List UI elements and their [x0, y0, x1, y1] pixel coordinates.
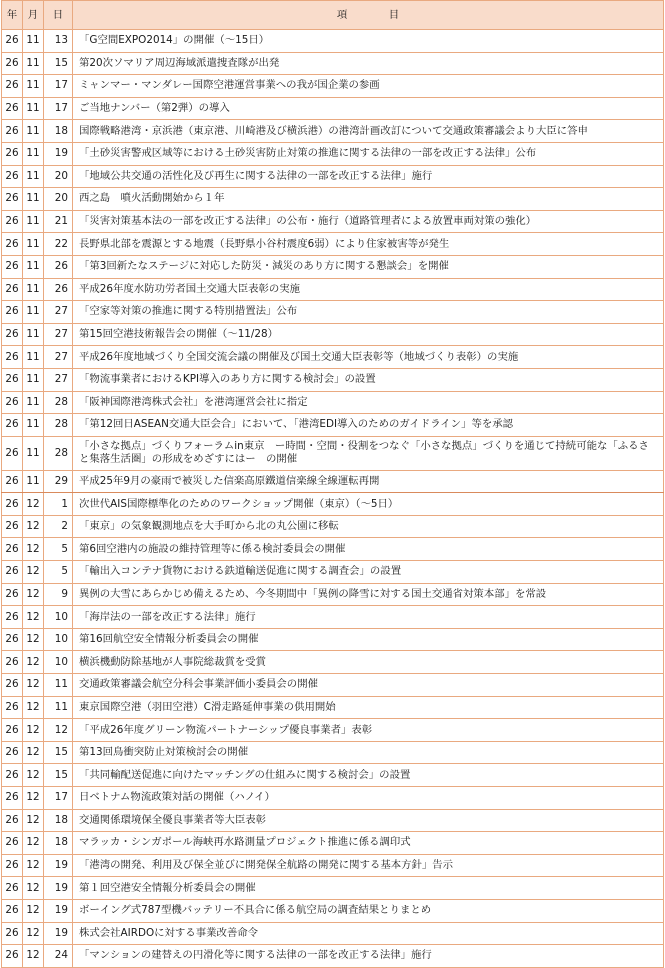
month-cell: 12	[23, 922, 44, 945]
month-cell: 12	[23, 493, 44, 516]
table-row	[2, 719, 664, 742]
year-cell: 26	[2, 97, 23, 120]
table-row	[2, 52, 664, 75]
table-row	[2, 877, 664, 900]
table-row	[2, 674, 664, 697]
item-cell: 横浜機動防除基地が人事院総裁賞を受賞	[73, 651, 664, 674]
table-row	[2, 278, 664, 301]
month-header: 月	[23, 1, 44, 30]
year-cell: 26	[2, 346, 23, 369]
year-cell: 26	[2, 210, 23, 233]
table-row	[2, 75, 664, 98]
day-cell: 27	[44, 301, 73, 324]
day-cell: 20	[44, 188, 73, 211]
year-cell: 26	[2, 436, 23, 470]
month-cell: 11	[23, 142, 44, 165]
year-cell: 26	[2, 561, 23, 584]
item-cell: 「海岸法の一部を改正する法律」施行	[73, 606, 664, 629]
year-cell: 26	[2, 787, 23, 810]
item-cell: 西之島 噴火活動開始から１年	[73, 188, 664, 211]
item-cell: 「マンションの建替えの円滑化等に関する法律の一部を改正する法律」施行	[73, 945, 664, 968]
year-cell: 26	[2, 832, 23, 855]
chronology-table	[1, 0, 664, 968]
day-cell: 9	[44, 583, 73, 606]
month-cell: 12	[23, 606, 44, 629]
item-cell: ご当地ナンバー（第2弾）の導入	[73, 97, 664, 120]
day-cell: 10	[44, 651, 73, 674]
item-cell: マラッカ・シンガポール海峡再水路測量プロジェクト推進に係る調印式	[73, 832, 664, 855]
year-cell: 26	[2, 323, 23, 346]
item-cell: 第15回空港技術報告会の開催（～11/28）	[73, 323, 664, 346]
table-row	[2, 142, 664, 165]
item-cell: 異例の大雪にあらかじめ備えるため、今冬期間中「異例の降雪に対する国土交通省対策本部」を常設	[73, 583, 664, 606]
item-cell: 日ベトナム物流政策対話の開催（ハノイ）	[73, 787, 664, 810]
day-cell: 28	[44, 436, 73, 470]
item-cell: 株式会社AIRDOに対する事業改善命令	[73, 922, 664, 945]
table-row	[2, 606, 664, 629]
month-cell: 12	[23, 561, 44, 584]
table-row	[2, 651, 664, 674]
month-cell: 12	[23, 741, 44, 764]
day-cell: 17	[44, 97, 73, 120]
month-cell: 11	[23, 470, 44, 493]
day-cell: 19	[44, 899, 73, 922]
day-cell: 1	[44, 493, 73, 516]
table-row	[2, 945, 664, 968]
day-cell: 15	[44, 52, 73, 75]
item-cell: 平成26年度地域づくり全国交流会議の開催及び国土交通大臣表彰等（地域づくり表彰）の実施	[73, 346, 664, 369]
month-cell: 12	[23, 787, 44, 810]
year-cell: 26	[2, 696, 23, 719]
month-cell: 11	[23, 210, 44, 233]
month-cell: 12	[23, 719, 44, 742]
year-cell: 26	[2, 75, 23, 98]
month-cell: 11	[23, 346, 44, 369]
day-cell: 12	[44, 719, 73, 742]
table-row	[2, 414, 664, 437]
day-cell: 28	[44, 391, 73, 414]
table-row	[2, 120, 664, 143]
item-cell: 国際戦略港湾・京浜港（東京港、川崎港及び横浜港）の港湾計画改訂について交通政策審議会より大臣に答申	[73, 120, 664, 143]
year-cell: 26	[2, 301, 23, 324]
day-cell: 18	[44, 809, 73, 832]
year-cell: 26	[2, 583, 23, 606]
day-cell: 17	[44, 787, 73, 810]
item-cell: 第6回空港内の施設の維持管理等に係る検討委員会の開催	[73, 538, 664, 561]
month-cell: 12	[23, 674, 44, 697]
table-row	[2, 809, 664, 832]
year-cell: 26	[2, 809, 23, 832]
item-cell: 平成26年度水防功労者国土交通大臣表彰の実施	[73, 278, 664, 301]
year-cell: 26	[2, 877, 23, 900]
month-cell: 12	[23, 809, 44, 832]
item-cell: 第１回空港安全情報分析委員会の開催	[73, 877, 664, 900]
table-row	[2, 787, 664, 810]
year-cell: 26	[2, 414, 23, 437]
item-cell: ボーイング式787型機バッテリー不具合に係る航空局の調査結果とりまとめ	[73, 899, 664, 922]
month-cell: 12	[23, 945, 44, 968]
month-cell: 12	[23, 583, 44, 606]
table-row	[2, 628, 664, 651]
day-cell: 11	[44, 674, 73, 697]
table-row	[2, 854, 664, 877]
month-cell: 11	[23, 188, 44, 211]
item-cell: 平成25年9月の豪雨で被災した信楽高原鐵道信楽線全線運転再開	[73, 470, 664, 493]
day-cell: 19	[44, 854, 73, 877]
item-cell: 「G空間EXPO2014」の開催（～15日）	[73, 30, 664, 53]
table-row	[2, 832, 664, 855]
item-cell: 交通関係環境保全優良事業者等大臣表彰	[73, 809, 664, 832]
table-row	[2, 741, 664, 764]
item-cell: 「港湾の開発、利用及び保全並びに開発保全航路の開発に関する基本方針」告示	[73, 854, 664, 877]
day-cell: 26	[44, 278, 73, 301]
year-cell: 26	[2, 538, 23, 561]
month-cell: 11	[23, 301, 44, 324]
item-cell: 第13回鳥衝突防止対策検討会の開催	[73, 741, 664, 764]
item-cell: 「小さな拠点」づくりフォーラムin東京 ー時間・空間・役割をつなぐ「小さな拠点」づくりを通じて持続可能な「ふるさと集落生活圏」の形成をめざすにはー の開催	[73, 436, 664, 470]
day-cell: 20	[44, 165, 73, 188]
year-cell: 26	[2, 899, 23, 922]
day-cell: 5	[44, 538, 73, 561]
item-cell: 「阪神国際港湾株式会社」を港湾運営会社に指定	[73, 391, 664, 414]
month-cell: 12	[23, 832, 44, 855]
year-cell: 26	[2, 854, 23, 877]
month-cell: 12	[23, 877, 44, 900]
table-row	[2, 188, 664, 211]
item-header: 項 目	[73, 1, 664, 30]
table-row	[2, 391, 664, 414]
table-row	[2, 764, 664, 787]
table-row	[2, 30, 664, 53]
table-row	[2, 165, 664, 188]
year-cell: 26	[2, 120, 23, 143]
day-cell: 19	[44, 922, 73, 945]
year-cell: 26	[2, 165, 23, 188]
month-cell: 11	[23, 391, 44, 414]
day-cell: 5	[44, 561, 73, 584]
day-cell: 15	[44, 764, 73, 787]
item-cell: 東京国際空港（羽田空港）C滑走路延伸事業の供用開始	[73, 696, 664, 719]
day-cell: 28	[44, 414, 73, 437]
table-row	[2, 493, 664, 516]
month-cell: 11	[23, 165, 44, 188]
day-cell: 18	[44, 120, 73, 143]
year-cell: 26	[2, 606, 23, 629]
item-cell: 「物流事業者におけるKPI導入のあり方に関する検討会」の設置	[73, 368, 664, 391]
table-row	[2, 583, 664, 606]
year-cell: 26	[2, 30, 23, 53]
day-cell: 19	[44, 877, 73, 900]
month-cell: 11	[23, 30, 44, 53]
item-cell: 「地域公共交通の活性化及び再生に関する法律の一部を改正する法律」施行	[73, 165, 664, 188]
year-cell: 26	[2, 255, 23, 278]
item-cell: ミャンマー・マンダレー国際空港運営事業への我が国企業の参画	[73, 75, 664, 98]
table-row	[2, 696, 664, 719]
month-cell: 11	[23, 278, 44, 301]
item-cell: 「平成26年度グリーン物流パートナーシップ優良事業者」表彰	[73, 719, 664, 742]
table-row	[2, 210, 664, 233]
month-cell: 11	[23, 75, 44, 98]
month-cell: 11	[23, 323, 44, 346]
year-cell: 26	[2, 651, 23, 674]
day-cell: 27	[44, 323, 73, 346]
day-cell: 26	[44, 255, 73, 278]
month-cell: 12	[23, 515, 44, 538]
item-cell: 第16回航空安全情報分析委員会の開催	[73, 628, 664, 651]
day-cell: 17	[44, 75, 73, 98]
year-cell: 26	[2, 233, 23, 256]
item-cell: 「第12回日ASEAN交通大臣会合」において、「港湾EDI導入のためのガイドライン」等を承認	[73, 414, 664, 437]
year-cell: 26	[2, 719, 23, 742]
year-cell: 26	[2, 470, 23, 493]
year-cell: 26	[2, 188, 23, 211]
item-cell: 「第3回新たなステージに対応した防災・減災のあり方に関する懇談会」を開催	[73, 255, 664, 278]
item-cell: 長野県北部を震源とする地震（長野県小谷村震度6弱）により住家被害等が発生	[73, 233, 664, 256]
year-cell: 26	[2, 741, 23, 764]
table-row	[2, 301, 664, 324]
day-cell: 13	[44, 30, 73, 53]
month-cell: 12	[23, 628, 44, 651]
table-row	[2, 97, 664, 120]
item-cell: 交通政策審議会航空分科会事業評価小委員会の開催	[73, 674, 664, 697]
table-row	[2, 323, 664, 346]
header-row	[2, 1, 664, 30]
item-cell: 「土砂災害警戒区域等における土砂災害防止対策の推進に関する法律の一部を改正する法律」公布	[73, 142, 664, 165]
day-cell: 27	[44, 368, 73, 391]
month-cell: 12	[23, 764, 44, 787]
month-cell: 11	[23, 414, 44, 437]
month-cell: 11	[23, 368, 44, 391]
table-row	[2, 470, 664, 493]
month-cell: 11	[23, 120, 44, 143]
day-cell: 21	[44, 210, 73, 233]
year-cell: 26	[2, 674, 23, 697]
item-cell: 第20次ソマリア周辺海域派遣捜査隊が出発	[73, 52, 664, 75]
year-cell: 26	[2, 515, 23, 538]
year-cell: 26	[2, 278, 23, 301]
month-cell: 11	[23, 97, 44, 120]
month-cell: 11	[23, 52, 44, 75]
month-cell: 12	[23, 538, 44, 561]
table-row	[2, 922, 664, 945]
table-row	[2, 538, 664, 561]
table-row	[2, 561, 664, 584]
day-cell: 22	[44, 233, 73, 256]
month-cell: 11	[23, 436, 44, 470]
month-cell: 11	[23, 255, 44, 278]
chronology-body	[2, 30, 664, 968]
day-cell: 2	[44, 515, 73, 538]
year-cell: 26	[2, 368, 23, 391]
month-cell: 11	[23, 233, 44, 256]
year-cell: 26	[2, 493, 23, 516]
day-cell: 10	[44, 628, 73, 651]
item-cell: 次世代AIS国際標準化のためのワークショップ開催（東京）（～5日）	[73, 493, 664, 516]
table-row	[2, 233, 664, 256]
day-cell: 11	[44, 696, 73, 719]
table-row	[2, 899, 664, 922]
year-header: 年	[2, 1, 23, 30]
month-cell: 12	[23, 854, 44, 877]
year-cell: 26	[2, 764, 23, 787]
table-row	[2, 368, 664, 391]
day-cell: 19	[44, 142, 73, 165]
day-cell: 27	[44, 346, 73, 369]
year-cell: 26	[2, 945, 23, 968]
table-row	[2, 255, 664, 278]
month-cell: 12	[23, 651, 44, 674]
table-row	[2, 436, 664, 470]
year-cell: 26	[2, 52, 23, 75]
day-header: 日	[44, 1, 73, 30]
day-cell: 24	[44, 945, 73, 968]
day-cell: 29	[44, 470, 73, 493]
month-cell: 12	[23, 696, 44, 719]
item-cell: 「空家等対策の推進に関する特別措置法」公布	[73, 301, 664, 324]
item-cell: 「東京」の気象観測地点を大手町から北の丸公園に移転	[73, 515, 664, 538]
year-cell: 26	[2, 391, 23, 414]
month-cell: 12	[23, 899, 44, 922]
year-cell: 26	[2, 628, 23, 651]
year-cell: 26	[2, 142, 23, 165]
item-cell: 「輸出入コンテナ貨物における鉄道輸送促進に関する調査会」の設置	[73, 561, 664, 584]
day-cell: 15	[44, 741, 73, 764]
table-row	[2, 515, 664, 538]
day-cell: 18	[44, 832, 73, 855]
year-cell: 26	[2, 922, 23, 945]
day-cell: 10	[44, 606, 73, 629]
item-cell: 「共同輸配送促進に向けたマッチングの仕組みに関する検討会」の設置	[73, 764, 664, 787]
table-row	[2, 346, 664, 369]
item-cell: 「災害対策基本法の一部を改正する法律」の公布・施行（道路管理者による放置車両対策の強化）	[73, 210, 664, 233]
